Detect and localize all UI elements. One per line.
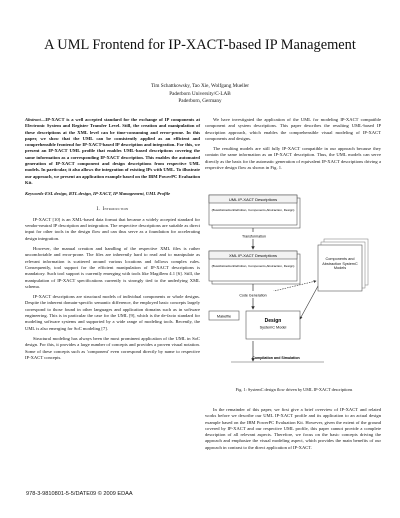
abstract-text: —IP-XACT is a well accepted standard for the exchange of IP components at Electronic System and Register Transfer Level. Still, the creation and manipulation of these descriptions at the XML level can be time-consuming and error-prone. In this paper, we show that the UML can be consistently applied as an efficient and comprehensible frontend for IP-XACT-based IP description and integration. For this, we present an IP-XACT UML profile that enables UML-based descriptions covering the same information as a corresponding IP-XACT description. This enables the automated generation of IP-XACT component and design descriptions from respective UML models. In particular, it also allows the integration of existing IPs with UML. To illustrate our approach, we present an application example based on the IBM PowerPC Evaluation Kit. <box>25 117 200 185</box>
xml-descriptions-sub: (BusAbstractionDefinition, Components,Abstraction, Design) <box>211 264 295 268</box>
paper-title: A UML Frontend for IP-XACT-based IP Management <box>44 37 356 53</box>
component-models-label-wrap <box>319 257 361 281</box>
xml-descriptions-title: XML IP-XACT Descriptions <box>228 253 278 258</box>
makefile-label: Makefile <box>216 314 232 319</box>
paragraph: We have investigated the application of the UML for modeling IP-XACT compatible component and system descriptions. This paper describes the resulting UML-based IP description approach, which enables the comprehensible visual modeling of IP-XACT components and designs. <box>205 117 381 141</box>
section-title: Introduction <box>102 206 129 212</box>
right-column-bottom <box>205 407 381 451</box>
left-column <box>25 117 200 361</box>
component-models-label: Components and Abstraction SystemC Models <box>322 257 358 271</box>
design-sub: SystemC Model <box>259 325 287 330</box>
section-heading <box>25 207 200 213</box>
compilation-label: Compilation and Simulation <box>252 356 300 360</box>
author-names: Tim Schattkowsky, Tao Xie, Wolfgang Mueller <box>150 83 250 89</box>
paragraph: In the remainder of this paper, we first give a brief overview of IP-XACT and related works before we describe our UML IP-XACT profile and its application to an actual design example based on the IBM PowerPC Evaluation Kit. However, given the extent of the ground covered by IP-XACT and our respective UML profile, this paper cannot provide a complete description of all relevant aspects. Therefore, we focus on the basic concepts driving the approach and emphasize the visual modeling aspect, which provides the main benefits of our approach in contrast to the direct application of IP-XACT. <box>205 407 381 450</box>
design-flow-diagram <box>206 191 382 390</box>
paragraph: IP-XACT descriptions are structural models of individual components or whole designs. Despite the inherent domain-specific semantic difference, the employed basic concepts largely correspond to those found in other languages and application domains such as in software engineering. This is in particular the case for the UML [9], which is the de-facto standard for modeling software systems and supported by a wide range of modeling tools. Recently, the UML is also emerging for SoC modeling [7]. <box>25 294 200 331</box>
author-block <box>0 83 400 106</box>
section-number: I. <box>96 206 100 212</box>
paragraph: Structural modeling has always been the most prominent application of the UML in SoC design. For this, it provides a large number of concepts and provides a proven visual notation. Some of these concepts such as 'component' even correspond directly by name to respective IP-XACT concepts. <box>25 335 200 360</box>
paragraph: The resulting models are still fully IP-XACT compatible in our approach because they contain the same information as an IP-XACT description. Thus, the UML models can serve directly as the basis for the automatic generation of equivalent IP-XACT descriptions driving a respective design flow as shown in Fig. 1. <box>205 146 381 171</box>
paragraph: However, the manual creation and handling of the respective XML files is rather uncomfortable and error-prone. The files are inherently hard to read and to manipulate as relevant information is scattered around various locations and follows complex rules. Consequently, tool support for the efficient manipulation of IP-XACT descriptions is mandatory. Such tool support is currently emerging with tools like Magillem 4.1 [6]. Still, the manipulation of IP-XACT specifications currently is strongly tied to the underlying XML schema. <box>25 246 200 289</box>
transformation-label: Transformation <box>241 234 267 239</box>
design-title: Design <box>264 318 282 324</box>
component-to-design-arrow <box>300 286 318 319</box>
author-affiliation: Paderborn University/C-LAB <box>169 90 231 97</box>
footer-copyright: 978-3-9810801-5-5/DATE09 © 2009 EDAA <box>26 491 133 497</box>
code-generation-label: Code Generation <box>239 293 267 298</box>
uml-descriptions-title: UML IP-XACT Descriptions <box>228 197 278 202</box>
uml-descriptions-sub: (BusAbstractionDefinition, Components,Abstraction, Design) <box>211 208 295 212</box>
figure-caption: Fig. 1: SystemC design flow driven by UML IP-XACT descriptions <box>235 387 353 392</box>
author-location: Paderborn, Germany <box>178 98 222 104</box>
abstract <box>25 117 200 186</box>
figure-1 <box>206 191 382 390</box>
right-column-top <box>205 117 381 171</box>
keywords: Keywords-ESL design, RTL design, IP-XACT, IP Management, UML Profile <box>25 191 171 197</box>
paragraph: IP-XACT [10] is an XML-based data format that became a widely accepted standard for vendor-neutral IP description and integration. The respective descriptions are suitable as direct input for other tools in the design flow and can thus serve as a foundation for accelerating design integration. <box>25 216 200 241</box>
abstract-label: Abstract <box>25 117 41 122</box>
